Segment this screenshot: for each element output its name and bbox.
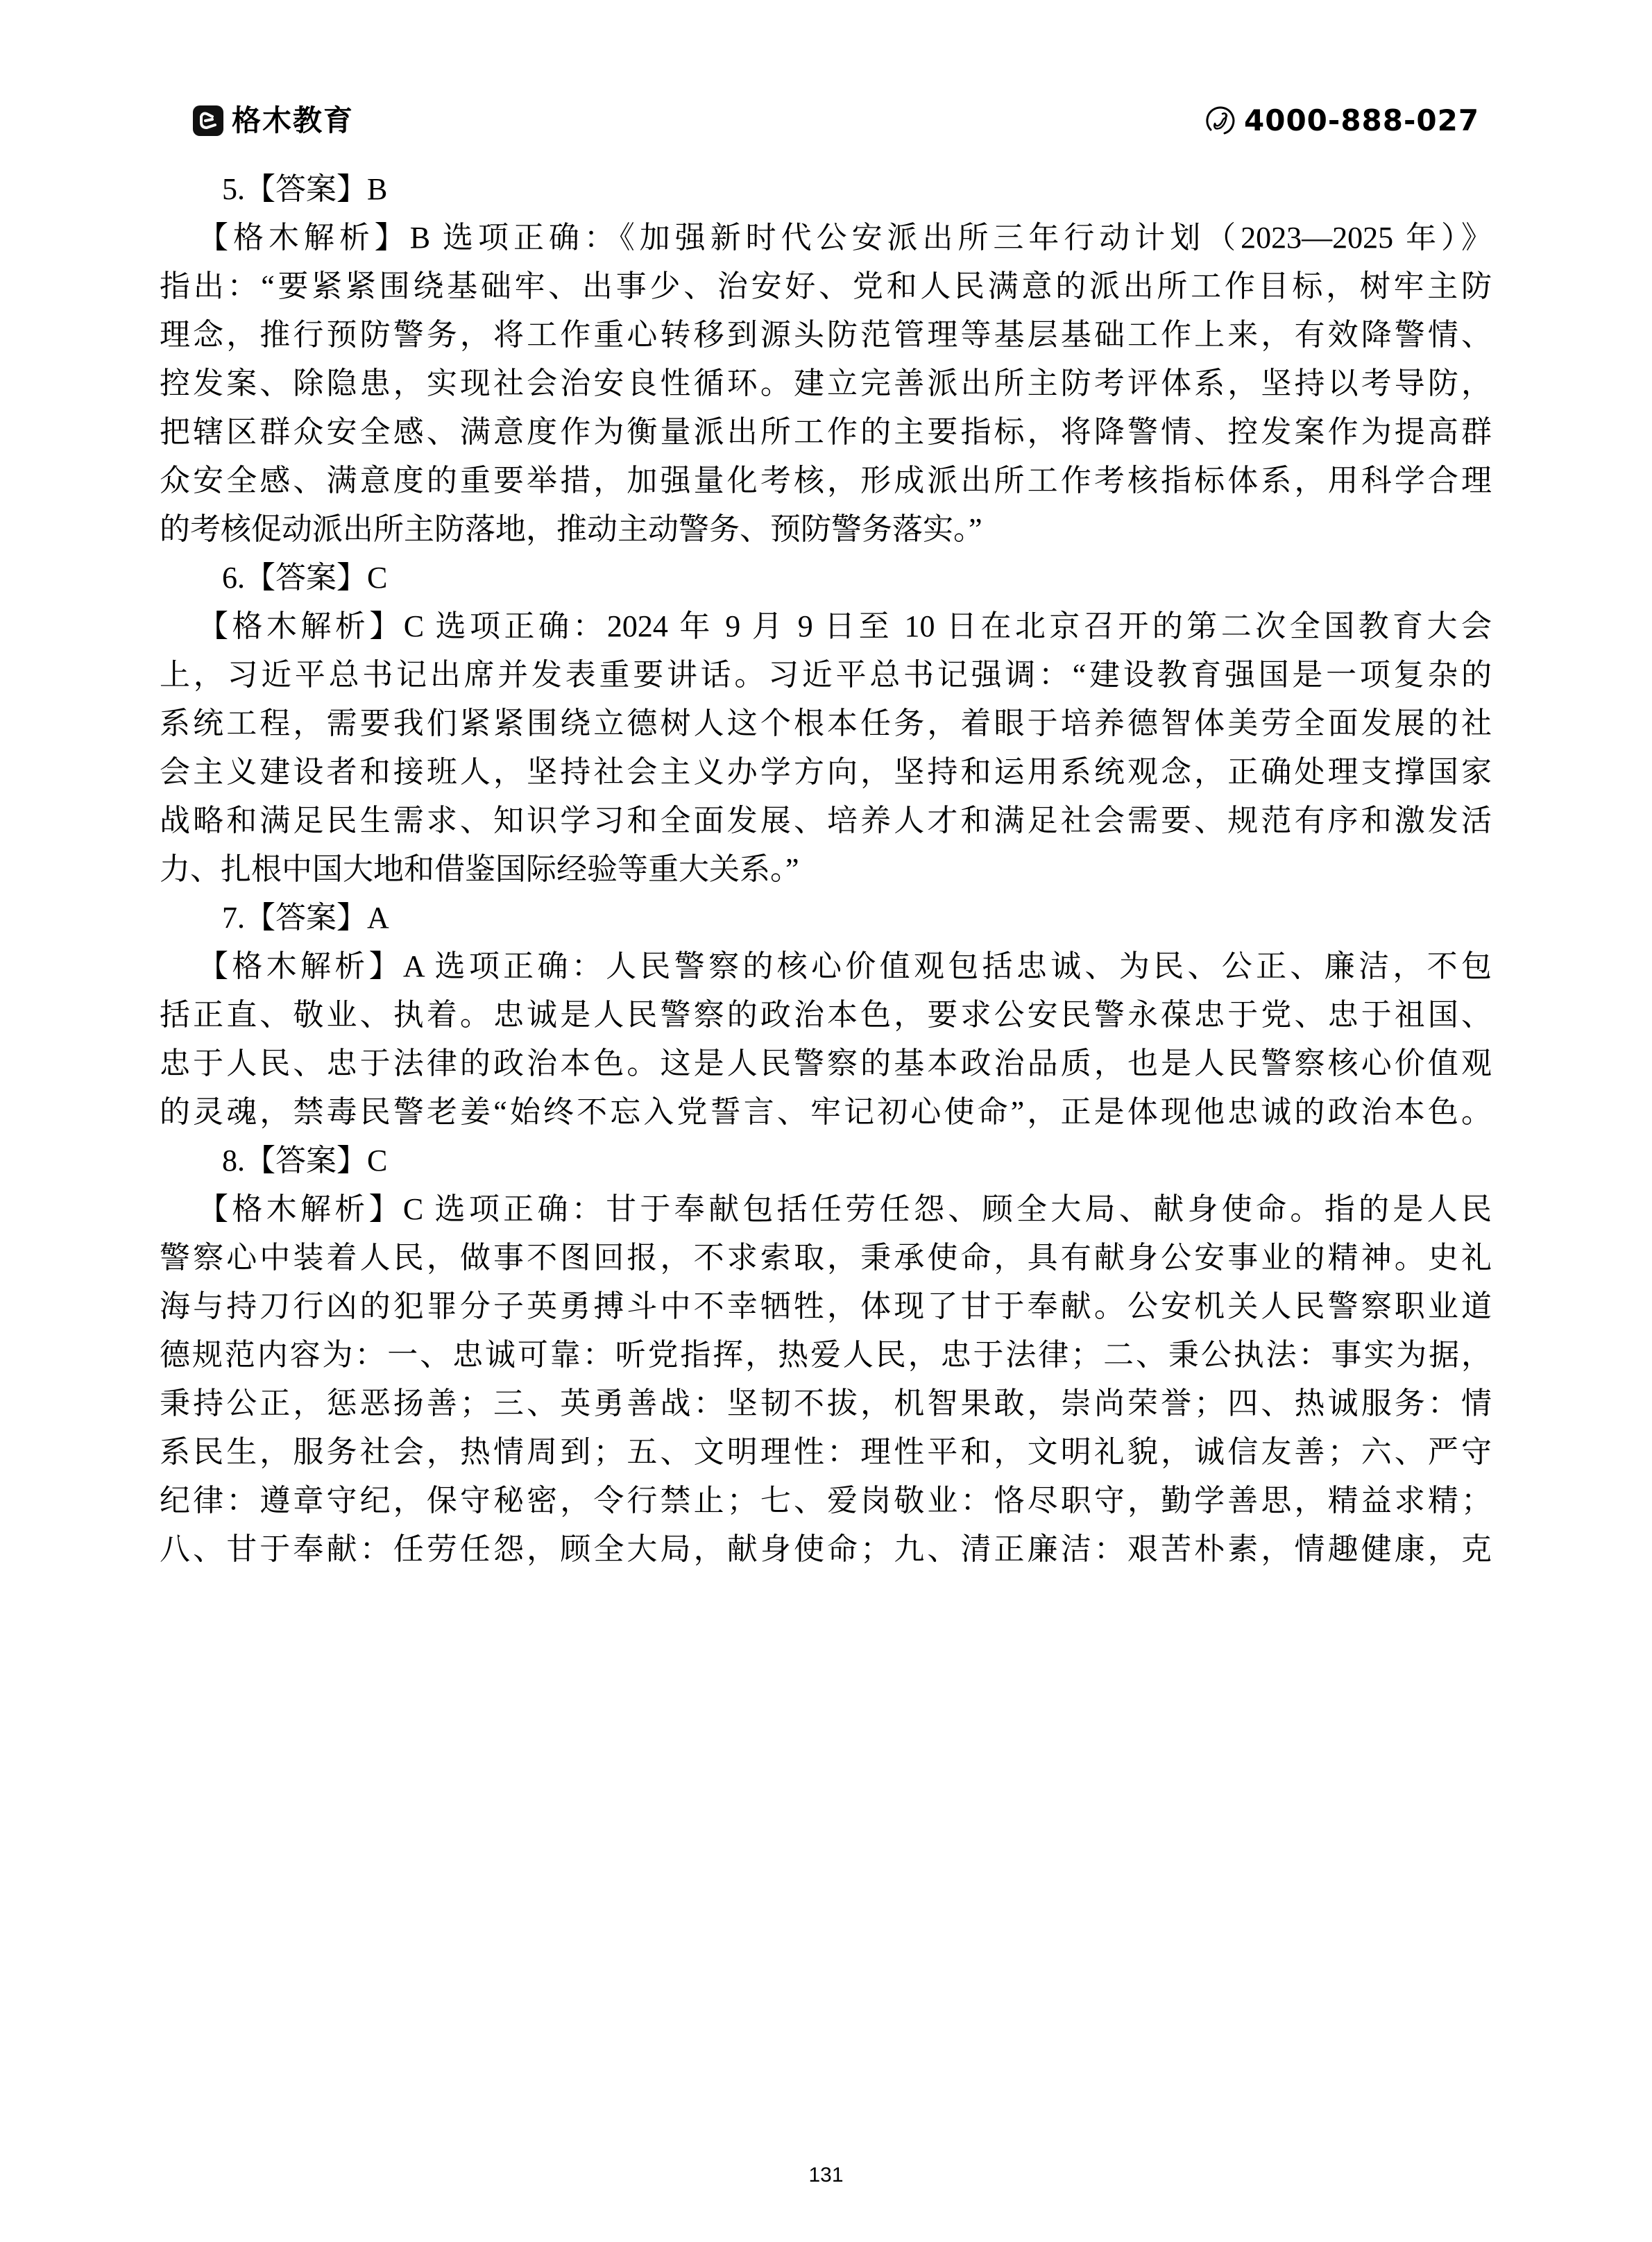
document-body bbox=[160, 165, 1492, 1574]
answer-section-7 bbox=[160, 894, 1492, 1137]
explanation-line: 力、扎根中国大地和借鉴国际经验等重大关系。” bbox=[160, 852, 799, 886]
phone-number: 4000-888-027 bbox=[1244, 103, 1480, 137]
page-header bbox=[0, 104, 1652, 146]
explanation-line: 德规范内容为：一、忠诚可靠：听党指挥，热爱人民，忠于法律；二、秉公执法：事实为据， bbox=[160, 1338, 1492, 1372]
page-number: 131 bbox=[808, 2164, 844, 2186]
explanation-line: 控发案、除隐患，实现社会治安良性循环。建立完善派出所主防考评体系，坚持以考导防， bbox=[160, 366, 1492, 400]
explanation-line: 秉持公正，惩恶扬善；三、英勇善战：坚韧不拔，机智果敢，崇尚荣誉；四、热诚服务：情 bbox=[160, 1386, 1492, 1420]
answer-heading: 6.【答案】C bbox=[222, 561, 388, 595]
explanation-line: 【格木解析】C 选项正确：2024 年 9 月 9 日至 10 日在北京召开的第二次全国教育大会 bbox=[198, 609, 1492, 643]
answer-heading: 8.【答案】C bbox=[222, 1144, 388, 1178]
phone-contact bbox=[1204, 104, 1479, 137]
explanation-line: 海与持刀行凶的犯罪分子英勇搏斗中不幸牺牲，体现了甘于奉献。公安机关人民警察职业道 bbox=[160, 1289, 1492, 1323]
explanation-line: 【格木解析】A 选项正确：人民警察的核心价值观包括忠诚、为民、公正、廉洁，不包 bbox=[198, 949, 1492, 983]
explanation-line: 的考核促动派出所主防落地，推动主动警务、预防警务落实。” bbox=[160, 512, 982, 546]
brand-name: 格木教育 bbox=[232, 103, 355, 137]
explanation-line: 警察心中装着人民，做事不图回报，不求索取，秉承使命，具有献身公安事业的精神。史礼 bbox=[160, 1241, 1492, 1275]
answer-heading: 7.【答案】A bbox=[222, 901, 389, 935]
explanation-line: 八、甘于奉献：任劳任怨，顾全大局，献身使命；九、清正廉洁：艰苦朴素，情趣健康，克 bbox=[160, 1532, 1492, 1566]
explanation-line: 纪律：遵章守纪，保守秘密，令行禁止；七、爱岗敬业：恪尽职守，勤学善思，精益求精； bbox=[160, 1484, 1492, 1518]
explanation-line: 会主义建设者和接班人，坚持社会主义办学方向，坚持和运用系统观念，正确处理支撑国家 bbox=[160, 755, 1492, 789]
brand-logo bbox=[193, 104, 354, 137]
explanation-line: 括正直、敬业、执着。忠诚是人民警察的政治本色，要求公安民警永葆忠于党、忠于祖国、 bbox=[160, 998, 1492, 1032]
explanation-line: 战略和满足民生需求、知识学习和全面发展、培养人才和满足社会需要、规范有序和激发活 bbox=[160, 804, 1492, 838]
explanation-line: 系民生，服务社会，热情周到；五、文明理性：理性平和，文明礼貌，诚信友善；六、严守 bbox=[160, 1435, 1492, 1469]
explanation-line: 把辖区群众安全感、满意度作为衡量派出所工作的主要指标，将降警情、控发案作为提高群 bbox=[160, 415, 1492, 449]
answer-section-5 bbox=[160, 165, 1492, 554]
explanation-line: 众安全感、满意度的重要举措，加强量化考核，形成派出所工作考核指标体系，用科学合理 bbox=[160, 464, 1492, 498]
explanation-line: 指出：“要紧紧围绕基础牢、出事少、治安好、党和人民满意的派出所工作目标，树牢主防 bbox=[160, 269, 1492, 303]
explanation-line: 【格木解析】C 选项正确：甘于奉献包括任劳任怨、顾全大局、献身使命。指的是人民 bbox=[198, 1192, 1492, 1226]
brand-e-logo-icon bbox=[193, 105, 223, 136]
answer-section-6 bbox=[160, 554, 1492, 894]
explanation-line: 忠于人民、忠于法律的政治本色。这是人民警察的基本政治品质，也是人民警察核心价值观 bbox=[160, 1046, 1492, 1080]
answer-section-8 bbox=[160, 1137, 1492, 1574]
phone-handset-icon bbox=[1204, 105, 1236, 137]
explanation-line: 上，习近平总书记出席并发表重要讲话。习近平总书记强调：“建设教育强国是一项复杂的 bbox=[160, 658, 1492, 692]
explanation-line: 理念，推行预防警务，将工作重心转移到源头防范管理等基层基础工作上来，有效降警情、 bbox=[160, 318, 1492, 352]
explanation-line: 【格木解析】B 选项正确：《加强新时代公安派出所三年行动计划（2023—2025 年）》 bbox=[198, 221, 1492, 255]
explanation-line: 的灵魂，禁毒民警老姜“始终不忘入党誓言、牢记初心使命”，正是体现他忠诚的政治本色。 bbox=[160, 1095, 1492, 1129]
explanation-line: 系统工程，需要我们紧紧围绕立德树人这个根本任务，着眼于培养德智体美劳全面发展的社 bbox=[160, 706, 1492, 740]
answer-heading: 5.【答案】B bbox=[222, 172, 388, 206]
